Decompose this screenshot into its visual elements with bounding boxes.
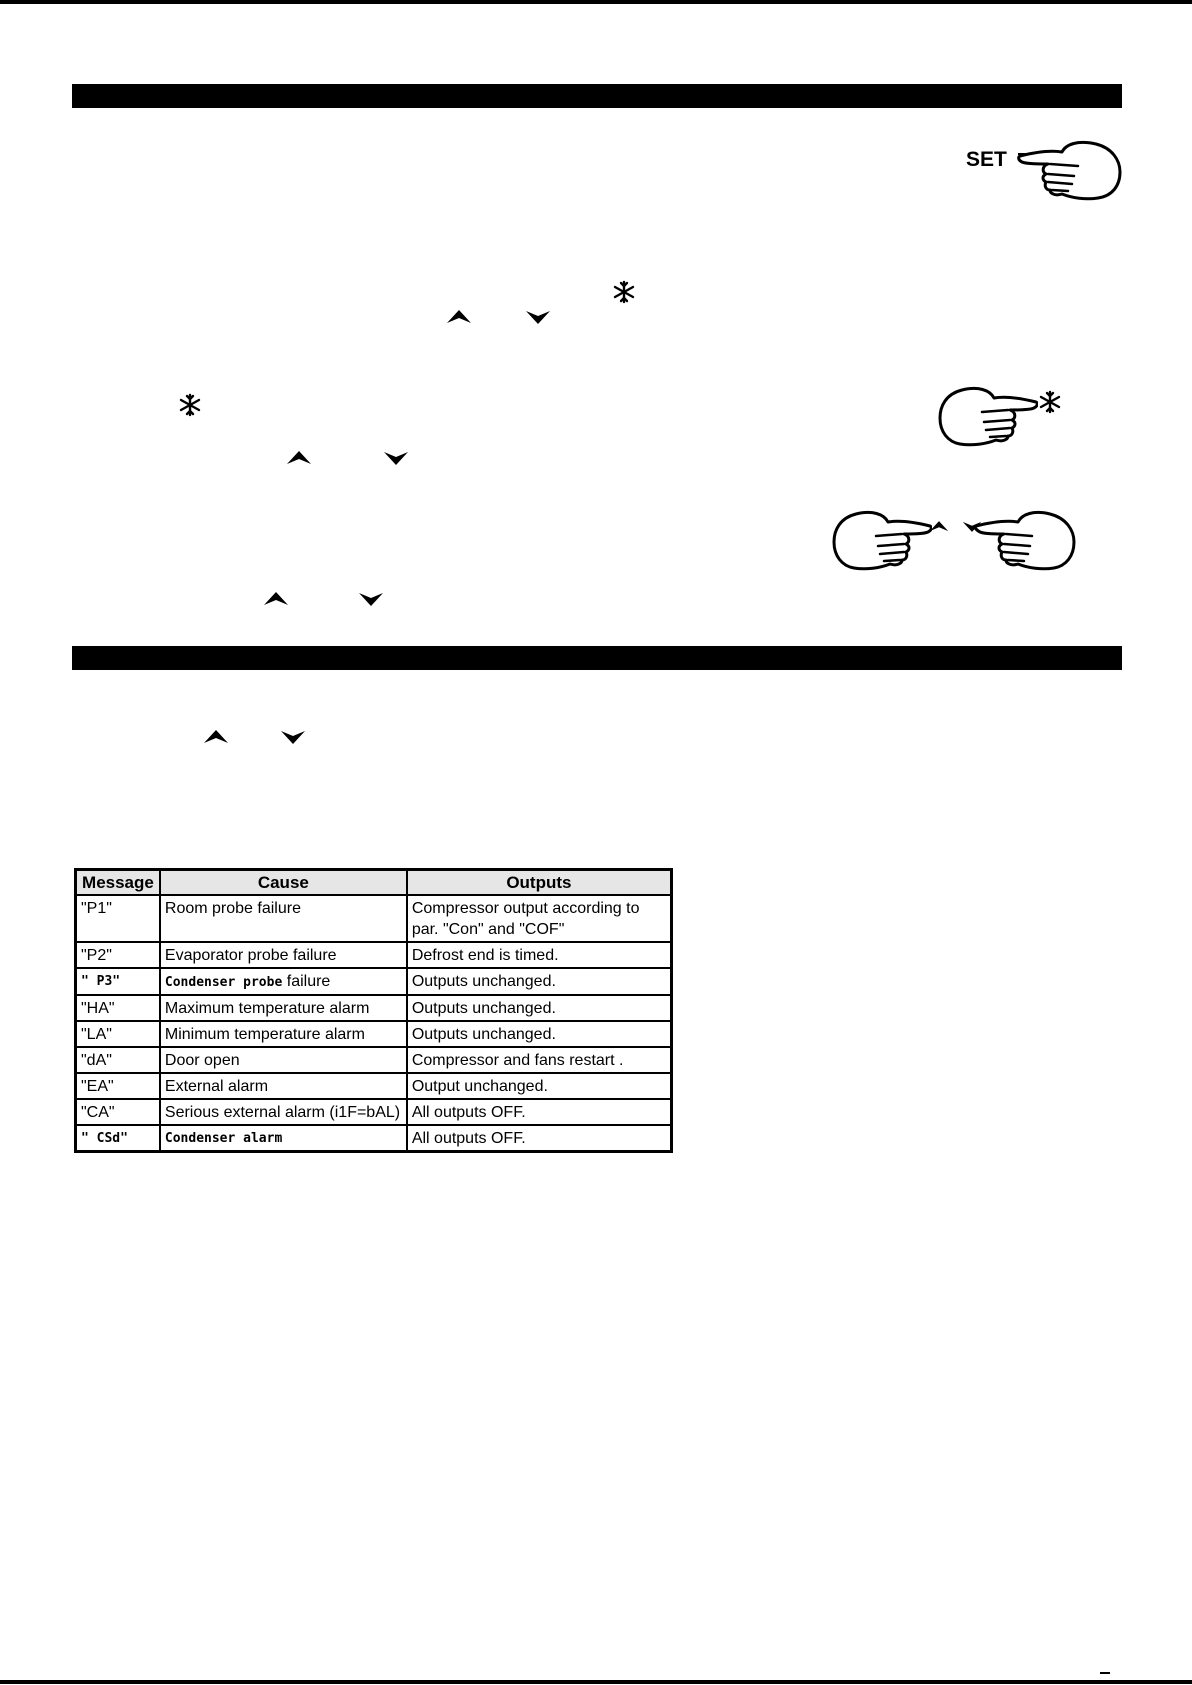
alarm-table (74, 868, 673, 1153)
section-header-bar-2 (72, 646, 1122, 670)
arrow-up-icon (203, 729, 229, 745)
table-row (76, 1125, 672, 1152)
arrow-up-icon (263, 591, 289, 607)
cell-outputs: Compressor output according to par. "Con" and "COF" (407, 895, 672, 942)
cell-outputs: Outputs unchanged. (407, 995, 672, 1021)
arrow-up-icon (446, 309, 472, 325)
snowflake-icon (612, 280, 636, 304)
header-message: Message (76, 870, 160, 896)
page-corner-mark (1100, 1672, 1110, 1674)
arrow-up-icon (286, 450, 312, 466)
cell-outputs: Compressor and fans restart . (407, 1047, 672, 1073)
cell-message: " P3" (76, 968, 160, 995)
table-row (76, 1099, 672, 1125)
cell-cause: Minimum temperature alarm (160, 1021, 407, 1047)
set-button-label: SET (966, 148, 1007, 171)
hand-pointing-left-icon (974, 508, 1078, 574)
cell-message: "CA" (76, 1099, 160, 1125)
cell-cause: Room probe failure (160, 895, 407, 942)
cell-cause: Door open (160, 1047, 407, 1073)
cell-outputs: Output unchanged. (407, 1073, 672, 1099)
cell-outputs: Outputs unchanged. (407, 1021, 672, 1047)
hand-pointing-left-icon (1016, 140, 1124, 202)
arrow-up-icon (929, 520, 949, 533)
cell-message: " CSd" (76, 1125, 160, 1152)
table-row (76, 968, 672, 995)
cell-message: "HA" (76, 995, 160, 1021)
cell-message: "EA" (76, 1073, 160, 1099)
table-row (76, 995, 672, 1021)
arrow-down-icon (525, 309, 551, 325)
table-row (76, 942, 672, 968)
cell-message: "P1" (76, 895, 160, 942)
cell-cause (160, 968, 407, 995)
cell-cause-tail: failure (282, 973, 331, 990)
table-row (76, 1021, 672, 1047)
hand-pointing-right-icon (832, 508, 932, 574)
arrow-down-icon (280, 729, 306, 745)
cell-cause: Maximum temperature alarm (160, 995, 407, 1021)
top-rule (0, 0, 1192, 4)
table-row (76, 895, 672, 942)
section-header-bar-1-tick (1113, 84, 1119, 108)
header-outputs: Outputs (407, 870, 672, 896)
cell-cause: Condenser alarm (160, 1125, 407, 1152)
cell-cause: Evaporator probe failure (160, 942, 407, 968)
header-cause: Cause (160, 870, 407, 896)
snowflake-icon (178, 393, 202, 417)
cell-cause-mono: Condenser probe (164, 975, 283, 990)
cell-message: "P2" (76, 942, 160, 968)
cell-message: "LA" (76, 1021, 160, 1047)
table-row (76, 1047, 672, 1073)
arrow-down-icon (358, 591, 384, 607)
bottom-rule (0, 1680, 1192, 1684)
cell-outputs: Outputs unchanged. (407, 968, 672, 995)
hand-pointing-right-icon (938, 384, 1038, 450)
cell-outputs: All outputs OFF. (407, 1125, 672, 1152)
snowflake-icon (1038, 390, 1062, 414)
cell-message: "dA" (76, 1047, 160, 1073)
cell-outputs: All outputs OFF. (407, 1099, 672, 1125)
cell-cause: Serious external alarm (i1F=bAL) (160, 1099, 407, 1125)
table-header-row (76, 870, 672, 896)
cell-outputs: Defrost end is timed. (407, 942, 672, 968)
section-header-bar-1 (72, 84, 1122, 108)
cell-cause: External alarm (160, 1073, 407, 1099)
table-row (76, 1073, 672, 1099)
arrow-down-icon (383, 450, 409, 466)
